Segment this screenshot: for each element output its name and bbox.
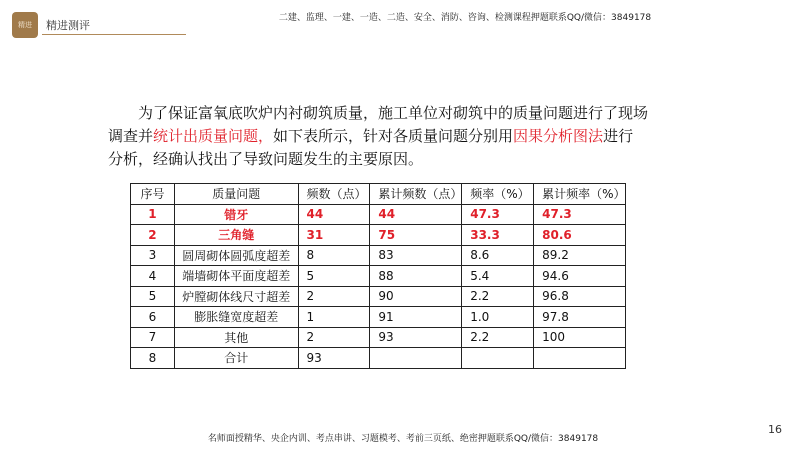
table-cell: 97.8 <box>534 307 626 328</box>
table-cell: 44 <box>370 204 462 225</box>
table-cell: 其他 <box>174 327 298 348</box>
brand-title: 精进测评 <box>46 19 90 32</box>
table-cell: 2.2 <box>462 286 534 307</box>
table-cell: 2.2 <box>462 327 534 348</box>
table-cell: 75 <box>370 225 462 246</box>
table-cell: 100 <box>534 327 626 348</box>
table-cell: 44 <box>298 204 370 225</box>
table-cell: 5 <box>131 286 175 307</box>
table-row <box>131 266 626 287</box>
header-cell: 质量问题 <box>174 184 298 205</box>
table-cell: 96.8 <box>534 286 626 307</box>
table-cell: 炉膛砌体线尺寸超差 <box>174 286 298 307</box>
table-cell: 5.4 <box>462 266 534 287</box>
table-cell: 91 <box>370 307 462 328</box>
table-cell: 2 <box>131 225 175 246</box>
table-row <box>131 286 626 307</box>
table-cell: 93 <box>370 327 462 348</box>
table-cell: 3 <box>131 245 175 266</box>
table-cell: 1 <box>131 204 175 225</box>
table-cell: 89.2 <box>534 245 626 266</box>
para-highlight-2: 因果分析图法 <box>513 127 604 145</box>
logo: 精进 <box>12 12 38 38</box>
header-cell: 序号 <box>131 184 175 205</box>
para-highlight-1: 统计出质量问题， <box>153 127 274 145</box>
page-number: 16 <box>768 423 782 436</box>
table-cell: 31 <box>298 225 370 246</box>
header-cell: 累计频数（点） <box>370 184 462 205</box>
table-cell: 47.3 <box>462 204 534 225</box>
table-cell: 膨胀缝宽度超差 <box>174 307 298 328</box>
top-contact-note: 二建、监理、一建、一造、二造、安全、消防、咨询、检测课程押题联系QQ/微信：3849178 <box>278 13 652 23</box>
table-cell: 错牙 <box>174 204 298 225</box>
table-cell <box>534 348 626 369</box>
table-cell: 2 <box>298 327 370 348</box>
para-text-1: 为了保证富氧底吹炉内衬砌筑质量，施工单位对砌筑中的质量问题进行了现场调查并 <box>108 104 649 145</box>
table-row <box>131 245 626 266</box>
table-cell: 47.3 <box>534 204 626 225</box>
table-cell: 三角缝 <box>174 225 298 246</box>
table-cell: 8 <box>298 245 370 266</box>
quality-issues-table <box>130 183 626 369</box>
table-cell: 33.3 <box>462 225 534 246</box>
table-row <box>131 348 626 369</box>
table-cell: 94.6 <box>534 266 626 287</box>
intro-paragraph <box>108 102 648 171</box>
table-cell: 83 <box>370 245 462 266</box>
table-row <box>131 225 626 246</box>
table-cell: 5 <box>298 266 370 287</box>
table-cell: 1.0 <box>462 307 534 328</box>
table-cell: 4 <box>131 266 175 287</box>
table-cell: 80.6 <box>534 225 626 246</box>
brand-underline <box>42 34 186 35</box>
table-cell: 6 <box>131 307 175 328</box>
table-cell: 93 <box>298 348 370 369</box>
bottom-contact-note: 名师面授精华、央企内训、考点串讲、习题模考、考前三页纸、绝密押题联系QQ/微信：3849178 <box>207 434 599 444</box>
header-cell: 频率（%） <box>462 184 534 205</box>
table-cell: 1 <box>298 307 370 328</box>
table-cell: 2 <box>298 286 370 307</box>
table-cell: 8 <box>131 348 175 369</box>
table-row <box>131 307 626 328</box>
table-cell: 合计 <box>174 348 298 369</box>
table-row <box>131 204 626 225</box>
table-row <box>131 327 626 348</box>
table-cell: 8.6 <box>462 245 534 266</box>
header-cell: 累计频率（%） <box>534 184 626 205</box>
header-cell: 频数（点） <box>298 184 370 205</box>
table-cell <box>370 348 462 369</box>
para-text-2: 如下表所示，针对各质量问题分别用 <box>273 127 514 145</box>
para-text-3: 进行分析，经确认找出了导致问题发生的主要原因。 <box>108 127 634 168</box>
table-cell <box>462 348 534 369</box>
table-cell: 7 <box>131 327 175 348</box>
table-header-row <box>131 184 626 205</box>
table-cell: 圆周砌体圆弧度超差 <box>174 245 298 266</box>
table-cell: 90 <box>370 286 462 307</box>
table-cell: 88 <box>370 266 462 287</box>
table-cell: 端墙砌体平面度超差 <box>174 266 298 287</box>
